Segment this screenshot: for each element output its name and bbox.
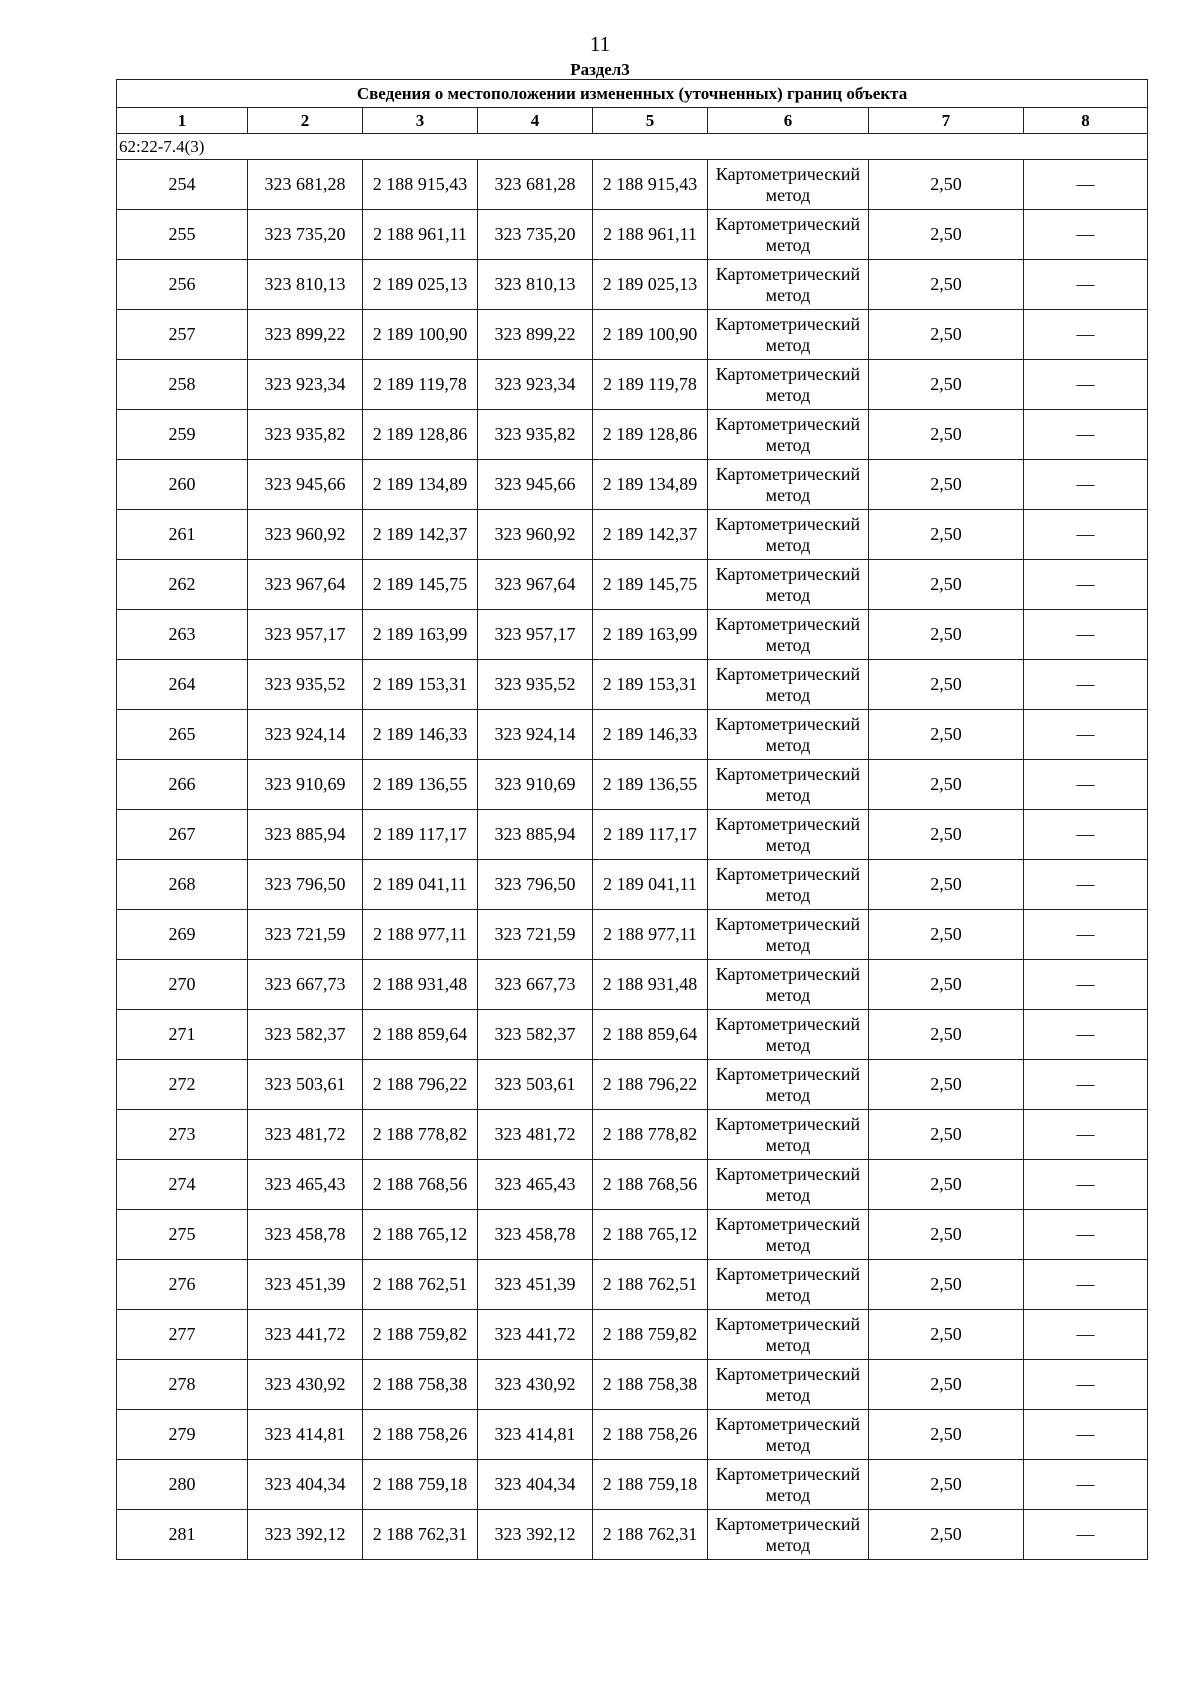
coordinate-x-refined: 323 458,78 (478, 1210, 593, 1260)
coordinate-y-refined: 2 189 142,37 (593, 510, 708, 560)
description-cell: — (1024, 210, 1148, 260)
point-number: 259 (117, 410, 248, 460)
point-number: 256 (117, 260, 248, 310)
coordinate-y-refined: 2 189 146,33 (593, 710, 708, 760)
accuracy-cell: 2,50 (869, 310, 1024, 360)
coordinate-y-existing: 2 188 915,43 (363, 160, 478, 210)
coordinate-x-refined: 323 885,94 (478, 810, 593, 860)
coordinate-y-refined: 2 189 134,89 (593, 460, 708, 510)
coordinate-x-refined: 323 967,64 (478, 560, 593, 610)
accuracy-cell: 2,50 (869, 760, 1024, 810)
table-row (117, 710, 1148, 760)
coordinate-x-existing: 323 430,92 (248, 1360, 363, 1410)
coordinate-x-refined: 323 503,61 (478, 1060, 593, 1110)
accuracy-cell: 2,50 (869, 1510, 1024, 1560)
coordinate-x-existing: 323 967,64 (248, 560, 363, 610)
table-row (117, 1510, 1148, 1560)
accuracy-cell: 2,50 (869, 510, 1024, 560)
point-number: 277 (117, 1310, 248, 1360)
description-cell: — (1024, 1110, 1148, 1160)
table-row (117, 1260, 1148, 1310)
coordinate-x-existing: 323 910,69 (248, 760, 363, 810)
coordinate-x-refined: 323 582,37 (478, 1010, 593, 1060)
method-cell: Картометрический метод (708, 760, 869, 810)
coordinate-y-existing: 2 189 145,75 (363, 560, 478, 610)
accuracy-cell: 2,50 (869, 610, 1024, 660)
coordinate-y-refined: 2 189 100,90 (593, 310, 708, 360)
description-cell: — (1024, 810, 1148, 860)
coordinate-x-existing: 323 451,39 (248, 1260, 363, 1310)
accuracy-cell: 2,50 (869, 360, 1024, 410)
point-number: 266 (117, 760, 248, 810)
method-cell: Картометрический метод (708, 560, 869, 610)
coordinate-y-existing: 2 188 768,56 (363, 1160, 478, 1210)
group-label: 62:22-7.4(3) (117, 134, 1148, 160)
point-number: 271 (117, 1010, 248, 1060)
description-cell: — (1024, 1510, 1148, 1560)
coordinate-x-existing: 323 721,59 (248, 910, 363, 960)
coordinate-y-refined: 2 189 136,55 (593, 760, 708, 810)
method-cell: Картометрический метод (708, 860, 869, 910)
method-cell: Картометрический метод (708, 310, 869, 360)
coordinate-x-existing: 323 935,82 (248, 410, 363, 460)
point-number: 261 (117, 510, 248, 560)
coordinate-x-existing: 323 414,81 (248, 1410, 363, 1460)
method-cell: Картометрический метод (708, 510, 869, 560)
coordinate-x-refined: 323 945,66 (478, 460, 593, 510)
coordinate-y-refined: 2 189 163,99 (593, 610, 708, 660)
coordinate-y-refined: 2 188 758,38 (593, 1360, 708, 1410)
column-number: 2 (248, 108, 363, 134)
coordinate-y-refined: 2 189 119,78 (593, 360, 708, 410)
coordinate-y-refined: 2 188 977,11 (593, 910, 708, 960)
point-number: 269 (117, 910, 248, 960)
accuracy-cell: 2,50 (869, 1060, 1024, 1110)
accuracy-cell: 2,50 (869, 460, 1024, 510)
description-cell: — (1024, 410, 1148, 460)
coordinate-x-existing: 323 481,72 (248, 1110, 363, 1160)
description-cell: — (1024, 1010, 1148, 1060)
coordinate-x-refined: 323 392,12 (478, 1510, 593, 1560)
coordinate-y-refined: 2 189 025,13 (593, 260, 708, 310)
column-number: 6 (708, 108, 869, 134)
point-number: 275 (117, 1210, 248, 1260)
point-number: 264 (117, 660, 248, 710)
coordinate-y-refined: 2 188 778,82 (593, 1110, 708, 1160)
method-cell: Картометрический метод (708, 210, 869, 260)
point-number: 278 (117, 1360, 248, 1410)
coordinates-table (116, 79, 1148, 1560)
table-row (117, 1110, 1148, 1160)
point-number: 258 (117, 360, 248, 410)
description-cell: — (1024, 260, 1148, 310)
point-number: 280 (117, 1460, 248, 1510)
coordinate-y-refined: 2 189 153,31 (593, 660, 708, 710)
coordinate-y-existing: 2 189 117,17 (363, 810, 478, 860)
coordinate-x-refined: 323 935,82 (478, 410, 593, 460)
accuracy-cell: 2,50 (869, 1210, 1024, 1260)
coordinate-y-existing: 2 188 759,18 (363, 1460, 478, 1510)
table-row (117, 510, 1148, 560)
coordinate-x-refined: 323 414,81 (478, 1410, 593, 1460)
description-cell: — (1024, 910, 1148, 960)
coordinate-x-existing: 323 945,66 (248, 460, 363, 510)
description-cell: — (1024, 1210, 1148, 1260)
column-number: 7 (869, 108, 1024, 134)
method-cell: Картометрический метод (708, 1260, 869, 1310)
column-number: 8 (1024, 108, 1148, 134)
accuracy-cell: 2,50 (869, 660, 1024, 710)
accuracy-cell: 2,50 (869, 860, 1024, 910)
table-row (117, 1410, 1148, 1460)
coordinate-x-existing: 323 899,22 (248, 310, 363, 360)
table-row (117, 1210, 1148, 1260)
point-number: 262 (117, 560, 248, 610)
coordinate-x-refined: 323 451,39 (478, 1260, 593, 1310)
coordinate-y-existing: 2 188 758,38 (363, 1360, 478, 1410)
accuracy-cell: 2,50 (869, 160, 1024, 210)
column-number-row (117, 108, 1148, 134)
description-cell: — (1024, 1060, 1148, 1110)
coordinate-x-refined: 323 404,34 (478, 1460, 593, 1510)
method-cell: Картометрический метод (708, 460, 869, 510)
coordinate-x-refined: 323 796,50 (478, 860, 593, 910)
method-cell: Картометрический метод (708, 1510, 869, 1560)
coordinate-x-refined: 323 465,43 (478, 1160, 593, 1210)
coordinate-x-refined: 323 935,52 (478, 660, 593, 710)
coordinate-x-refined: 323 735,20 (478, 210, 593, 260)
coordinate-x-refined: 323 430,92 (478, 1360, 593, 1410)
coordinate-x-refined: 323 910,69 (478, 760, 593, 810)
coordinate-x-refined: 323 667,73 (478, 960, 593, 1010)
accuracy-cell: 2,50 (869, 210, 1024, 260)
accuracy-cell: 2,50 (869, 1010, 1024, 1060)
coordinate-y-existing: 2 189 100,90 (363, 310, 478, 360)
coordinate-x-existing: 323 810,13 (248, 260, 363, 310)
method-cell: Картометрический метод (708, 810, 869, 860)
description-cell: — (1024, 160, 1148, 210)
coordinate-x-refined: 323 923,34 (478, 360, 593, 410)
coordinate-x-refined: 323 899,22 (478, 310, 593, 360)
table-row (117, 910, 1148, 960)
accuracy-cell: 2,50 (869, 810, 1024, 860)
table-row (117, 310, 1148, 360)
description-cell: — (1024, 1410, 1148, 1460)
description-cell: — (1024, 510, 1148, 560)
accuracy-cell: 2,50 (869, 410, 1024, 460)
method-cell: Картометрический метод (708, 160, 869, 210)
table-row (117, 860, 1148, 910)
coordinate-x-existing: 323 885,94 (248, 810, 363, 860)
method-cell: Картометрический метод (708, 1160, 869, 1210)
table-row (117, 410, 1148, 460)
coordinate-x-existing: 323 935,52 (248, 660, 363, 710)
coordinate-y-existing: 2 189 142,37 (363, 510, 478, 560)
table-row (117, 560, 1148, 610)
coordinate-y-refined: 2 188 796,22 (593, 1060, 708, 1110)
coordinate-y-existing: 2 189 119,78 (363, 360, 478, 410)
coordinate-x-refined: 323 441,72 (478, 1310, 593, 1360)
coordinate-y-existing: 2 188 759,82 (363, 1310, 478, 1360)
method-cell: Картометрический метод (708, 1460, 869, 1510)
table-row (117, 1010, 1148, 1060)
coordinate-y-refined: 2 189 041,11 (593, 860, 708, 910)
accuracy-cell: 2,50 (869, 260, 1024, 310)
coordinate-y-refined: 2 188 765,12 (593, 1210, 708, 1260)
point-number: 270 (117, 960, 248, 1010)
method-cell: Картометрический метод (708, 260, 869, 310)
coordinate-y-refined: 2 188 859,64 (593, 1010, 708, 1060)
description-cell: — (1024, 1260, 1148, 1310)
accuracy-cell: 2,50 (869, 960, 1024, 1010)
description-cell: — (1024, 310, 1148, 360)
coordinate-y-existing: 2 189 041,11 (363, 860, 478, 910)
section-title: Раздел3 (570, 60, 630, 79)
method-cell: Картометрический метод (708, 660, 869, 710)
description-cell: — (1024, 660, 1148, 710)
coordinate-y-existing: 2 188 961,11 (363, 210, 478, 260)
point-number: 267 (117, 810, 248, 860)
coordinate-y-refined: 2 189 145,75 (593, 560, 708, 610)
coordinate-x-existing: 323 924,14 (248, 710, 363, 760)
coordinate-x-existing: 323 667,73 (248, 960, 363, 1010)
accuracy-cell: 2,50 (869, 1110, 1024, 1160)
description-cell: — (1024, 610, 1148, 660)
description-cell: — (1024, 1310, 1148, 1360)
coordinate-x-existing: 323 441,72 (248, 1310, 363, 1360)
coordinate-y-refined: 2 189 128,86 (593, 410, 708, 460)
coordinate-y-refined: 2 188 759,18 (593, 1460, 708, 1510)
table-row (117, 1310, 1148, 1360)
coordinate-x-refined: 323 481,72 (478, 1110, 593, 1160)
coordinate-x-existing: 323 923,34 (248, 360, 363, 410)
table-row (117, 760, 1148, 810)
method-cell: Картометрический метод (708, 710, 869, 760)
coordinate-y-existing: 2 189 163,99 (363, 610, 478, 660)
point-number: 279 (117, 1410, 248, 1460)
coordinate-x-refined: 323 924,14 (478, 710, 593, 760)
table-row (117, 660, 1148, 710)
description-cell: — (1024, 360, 1148, 410)
description-cell: — (1024, 860, 1148, 910)
coordinate-x-refined: 323 721,59 (478, 910, 593, 960)
accuracy-cell: 2,50 (869, 710, 1024, 760)
coordinate-y-existing: 2 189 134,89 (363, 460, 478, 510)
coordinate-x-existing: 323 796,50 (248, 860, 363, 910)
coordinate-y-existing: 2 189 128,86 (363, 410, 478, 460)
point-number: 254 (117, 160, 248, 210)
coordinate-y-existing: 2 189 153,31 (363, 660, 478, 710)
coordinate-x-refined: 323 960,92 (478, 510, 593, 560)
coordinate-y-existing: 2 189 136,55 (363, 760, 478, 810)
table-body (117, 80, 1148, 1560)
coordinate-y-existing: 2 188 931,48 (363, 960, 478, 1010)
table-row (117, 810, 1148, 860)
point-number: 265 (117, 710, 248, 760)
accuracy-cell: 2,50 (869, 1410, 1024, 1460)
method-cell: Картометрический метод (708, 1110, 869, 1160)
accuracy-cell: 2,50 (869, 1310, 1024, 1360)
table-caption-row (117, 80, 1148, 108)
accuracy-cell: 2,50 (869, 1260, 1024, 1310)
coordinate-x-existing: 323 582,37 (248, 1010, 363, 1060)
coordinate-y-existing: 2 188 977,11 (363, 910, 478, 960)
method-cell: Картометрический метод (708, 1310, 869, 1360)
point-number: 272 (117, 1060, 248, 1110)
method-cell: Картометрический метод (708, 410, 869, 460)
description-cell: — (1024, 1460, 1148, 1510)
coordinate-x-existing: 323 404,34 (248, 1460, 363, 1510)
coordinate-y-refined: 2 188 915,43 (593, 160, 708, 210)
coordinate-x-existing: 323 458,78 (248, 1210, 363, 1260)
coordinate-y-refined: 2 188 768,56 (593, 1160, 708, 1210)
coordinate-x-existing: 323 960,92 (248, 510, 363, 560)
accuracy-cell: 2,50 (869, 1160, 1024, 1210)
coordinate-y-existing: 2 188 778,82 (363, 1110, 478, 1160)
page-number: 11 (589, 32, 611, 56)
description-cell: — (1024, 710, 1148, 760)
description-cell: — (1024, 1360, 1148, 1410)
coordinate-y-existing: 2 188 859,64 (363, 1010, 478, 1060)
table-row (117, 160, 1148, 210)
point-number: 281 (117, 1510, 248, 1560)
point-number: 255 (117, 210, 248, 260)
description-cell: — (1024, 1160, 1148, 1210)
accuracy-cell: 2,50 (869, 910, 1024, 960)
coordinate-x-refined: 323 810,13 (478, 260, 593, 310)
table-row (117, 360, 1148, 410)
coordinate-y-existing: 2 188 762,51 (363, 1260, 478, 1310)
table-row (117, 260, 1148, 310)
table-row (117, 1360, 1148, 1410)
coordinate-y-existing: 2 189 025,13 (363, 260, 478, 310)
coordinate-y-existing: 2 188 796,22 (363, 1060, 478, 1110)
point-number: 276 (117, 1260, 248, 1310)
table-row (117, 1460, 1148, 1510)
coordinate-y-existing: 2 188 762,31 (363, 1510, 478, 1560)
coordinate-x-existing: 323 957,17 (248, 610, 363, 660)
column-number: 1 (117, 108, 248, 134)
table-row (117, 1060, 1148, 1110)
column-number: 5 (593, 108, 708, 134)
point-number: 260 (117, 460, 248, 510)
table-row (117, 960, 1148, 1010)
coordinate-x-refined: 323 957,17 (478, 610, 593, 660)
coordinate-y-refined: 2 188 961,11 (593, 210, 708, 260)
coordinate-y-existing: 2 188 765,12 (363, 1210, 478, 1260)
table-row (117, 210, 1148, 260)
method-cell: Картометрический метод (708, 1410, 869, 1460)
point-number: 274 (117, 1160, 248, 1210)
accuracy-cell: 2,50 (869, 1360, 1024, 1410)
coordinate-x-existing: 323 681,28 (248, 160, 363, 210)
point-number: 268 (117, 860, 248, 910)
method-cell: Картометрический метод (708, 1360, 869, 1410)
coordinate-y-existing: 2 188 758,26 (363, 1410, 478, 1460)
point-number: 273 (117, 1110, 248, 1160)
table-row (117, 1160, 1148, 1210)
coordinate-y-refined: 2 189 117,17 (593, 810, 708, 860)
method-cell: Картометрический метод (708, 960, 869, 1010)
coordinate-y-refined: 2 188 762,31 (593, 1510, 708, 1560)
column-number: 3 (363, 108, 478, 134)
point-number: 263 (117, 610, 248, 660)
group-label-row (117, 134, 1148, 160)
method-cell: Картометрический метод (708, 910, 869, 960)
coordinate-y-refined: 2 188 758,26 (593, 1410, 708, 1460)
description-cell: — (1024, 560, 1148, 610)
coordinate-y-refined: 2 188 762,51 (593, 1260, 708, 1310)
method-cell: Картометрический метод (708, 1010, 869, 1060)
coordinate-x-existing: 323 735,20 (248, 210, 363, 260)
coordinate-x-existing: 323 465,43 (248, 1160, 363, 1210)
method-cell: Картометрический метод (708, 360, 869, 410)
accuracy-cell: 2,50 (869, 1460, 1024, 1510)
coordinate-x-existing: 323 503,61 (248, 1060, 363, 1110)
point-number: 257 (117, 310, 248, 360)
coordinate-y-existing: 2 189 146,33 (363, 710, 478, 760)
column-number: 4 (478, 108, 593, 134)
table-row (117, 610, 1148, 660)
coordinate-x-refined: 323 681,28 (478, 160, 593, 210)
table-row (117, 460, 1148, 510)
description-cell: — (1024, 760, 1148, 810)
coordinate-y-refined: 2 188 759,82 (593, 1310, 708, 1360)
coordinate-y-refined: 2 188 931,48 (593, 960, 708, 1010)
method-cell: Картометрический метод (708, 610, 869, 660)
description-cell: — (1024, 960, 1148, 1010)
method-cell: Картометрический метод (708, 1060, 869, 1110)
coordinate-x-existing: 323 392,12 (248, 1510, 363, 1560)
accuracy-cell: 2,50 (869, 560, 1024, 610)
table-caption: Сведения о местоположении измененных (уточненных) границ объекта (117, 80, 1148, 108)
description-cell: — (1024, 460, 1148, 510)
method-cell: Картометрический метод (708, 1210, 869, 1260)
